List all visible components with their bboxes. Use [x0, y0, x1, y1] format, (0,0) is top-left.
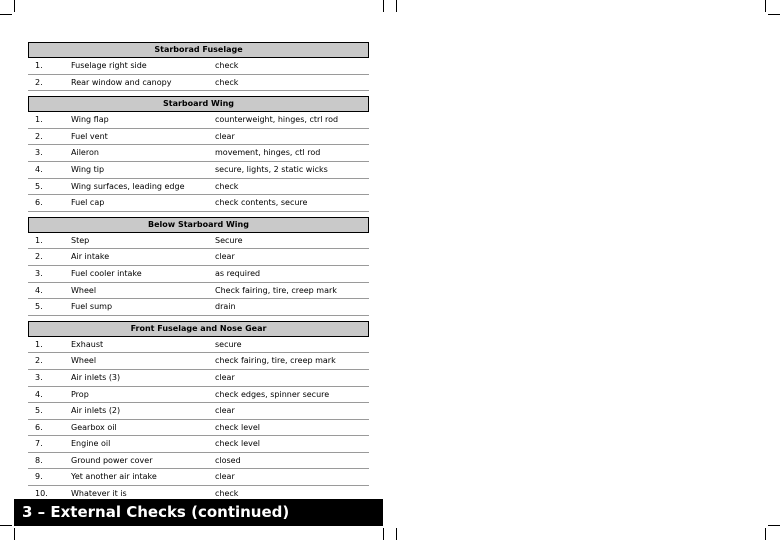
checklist-row — [28, 420, 369, 437]
section-header: Front Fuselage and Nose Gear — [28, 321, 369, 337]
item-name: Fuel sump — [71, 302, 113, 312]
item-number: 5. — [35, 406, 43, 416]
item-name: Air inlets (3) — [71, 372, 121, 382]
item-action: check level — [215, 422, 260, 432]
checklist-row — [28, 403, 369, 420]
crop-mark — [768, 14, 780, 15]
checklist-section — [28, 321, 369, 503]
item-name: Air intake — [71, 252, 110, 262]
crop-mark — [0, 525, 12, 526]
item-name: Yet another air intake — [71, 472, 157, 482]
crop-mark — [768, 525, 780, 526]
checklist-row — [28, 436, 369, 453]
checklist-row — [28, 249, 369, 266]
item-number: 4. — [35, 389, 43, 399]
item-number: 10. — [35, 489, 48, 499]
checklist-row — [28, 453, 369, 470]
item-name: Gearbox oil — [71, 422, 117, 432]
item-name: Fuselage right side — [71, 61, 147, 70]
item-number: 6. — [35, 422, 43, 432]
item-number: 2. — [35, 252, 43, 262]
item-name: Wing surfaces, leading edge — [71, 181, 185, 191]
checklist-row — [28, 299, 369, 316]
item-name: Engine oil — [71, 439, 111, 449]
item-action: drain — [215, 302, 236, 312]
section-header: Starboard Wing — [28, 96, 369, 112]
item-number: 7. — [35, 439, 43, 449]
item-action: check — [215, 489, 239, 499]
checklist-row — [28, 179, 369, 196]
checklist-row — [28, 469, 369, 486]
crop-mark — [14, 0, 15, 12]
page-footer-title: 3 – External Checks (continued) — [14, 499, 383, 526]
checklist-row — [28, 233, 369, 250]
item-action: check — [215, 181, 239, 191]
checklist-row — [28, 337, 369, 354]
item-action: closed — [215, 455, 241, 465]
item-action: check contents, secure — [215, 198, 308, 208]
crop-mark — [765, 528, 766, 540]
checklist-row — [28, 353, 369, 370]
item-name: Fuel cooler intake — [71, 268, 142, 278]
checklist-sheet — [28, 42, 369, 508]
item-name: Prop — [71, 389, 89, 399]
crop-mark — [765, 0, 766, 12]
item-action: movement, hinges, ctl rod — [215, 148, 321, 158]
checklist-row — [28, 162, 369, 179]
item-action: check level — [215, 439, 260, 449]
item-name: Rear window and canopy — [71, 77, 172, 87]
crop-mark — [383, 528, 384, 540]
item-number: 5. — [35, 181, 43, 191]
item-action: clear — [215, 252, 235, 262]
item-number: 4. — [35, 164, 43, 174]
item-number: 1. — [35, 115, 43, 125]
crop-mark — [0, 14, 12, 15]
item-action: secure — [215, 339, 242, 349]
checklist-row — [28, 266, 369, 283]
item-name: Exhaust — [71, 339, 104, 349]
item-number: 1. — [35, 61, 43, 70]
item-name: Step — [71, 235, 90, 245]
item-number: 3. — [35, 372, 43, 382]
checklist-row — [28, 195, 369, 212]
item-name: Fuel cap — [71, 198, 105, 208]
item-number: 1. — [35, 339, 43, 349]
item-action: check — [215, 77, 239, 87]
checklist-section — [28, 96, 369, 212]
item-name: Whatever it is — [71, 489, 127, 499]
item-action: clear — [215, 372, 235, 382]
item-action: counterweight, hinges, ctrl rod — [215, 115, 339, 125]
item-action: check edges, spinner secure — [215, 389, 330, 399]
item-number: 8. — [35, 455, 43, 465]
item-action: clear — [215, 406, 235, 416]
checklist-row — [28, 58, 369, 75]
item-name: Air inlets (2) — [71, 406, 121, 416]
item-action: Check fairing, tire, creep mark — [215, 285, 337, 295]
item-number: 1. — [35, 235, 43, 245]
item-name: Wheel — [71, 285, 97, 295]
item-name: Wheel — [71, 356, 97, 366]
checklist-section — [28, 42, 369, 91]
item-number: 2. — [35, 131, 43, 141]
item-action: clear — [215, 131, 235, 141]
section-header: Starborad Fuselage — [28, 42, 369, 58]
item-name: Aileron — [71, 148, 99, 158]
item-number: 5. — [35, 302, 43, 312]
item-number: 9. — [35, 472, 43, 482]
checklist-row — [28, 370, 369, 387]
item-number: 3. — [35, 268, 43, 278]
item-number: 3. — [35, 148, 43, 158]
checklist-row — [28, 129, 369, 146]
item-action: as required — [215, 268, 261, 278]
item-number: 2. — [35, 356, 43, 366]
section-header: Below Starboard Wing — [28, 217, 369, 233]
checklist-row — [28, 145, 369, 162]
checklist-row — [28, 75, 369, 92]
checklist-row — [28, 283, 369, 300]
item-name: Wing tip — [71, 164, 105, 174]
item-name: Wing flap — [71, 115, 109, 125]
item-action: check fairing, tire, creep mark — [215, 356, 336, 366]
item-action: Secure — [215, 235, 243, 245]
crop-mark — [396, 528, 397, 540]
item-number: 2. — [35, 77, 43, 87]
item-number: 6. — [35, 198, 43, 208]
crop-mark — [383, 0, 384, 12]
item-name: Fuel vent — [71, 131, 108, 141]
item-action: secure, lights, 2 static wicks — [215, 164, 328, 174]
item-action: check — [215, 61, 239, 70]
checklist-section — [28, 217, 369, 316]
checklist-row — [28, 387, 369, 404]
item-name: Ground power cover — [71, 455, 153, 465]
crop-mark — [396, 0, 397, 12]
crop-mark — [14, 528, 15, 540]
item-number: 4. — [35, 285, 43, 295]
item-action: clear — [215, 472, 235, 482]
checklist-row — [28, 112, 369, 129]
